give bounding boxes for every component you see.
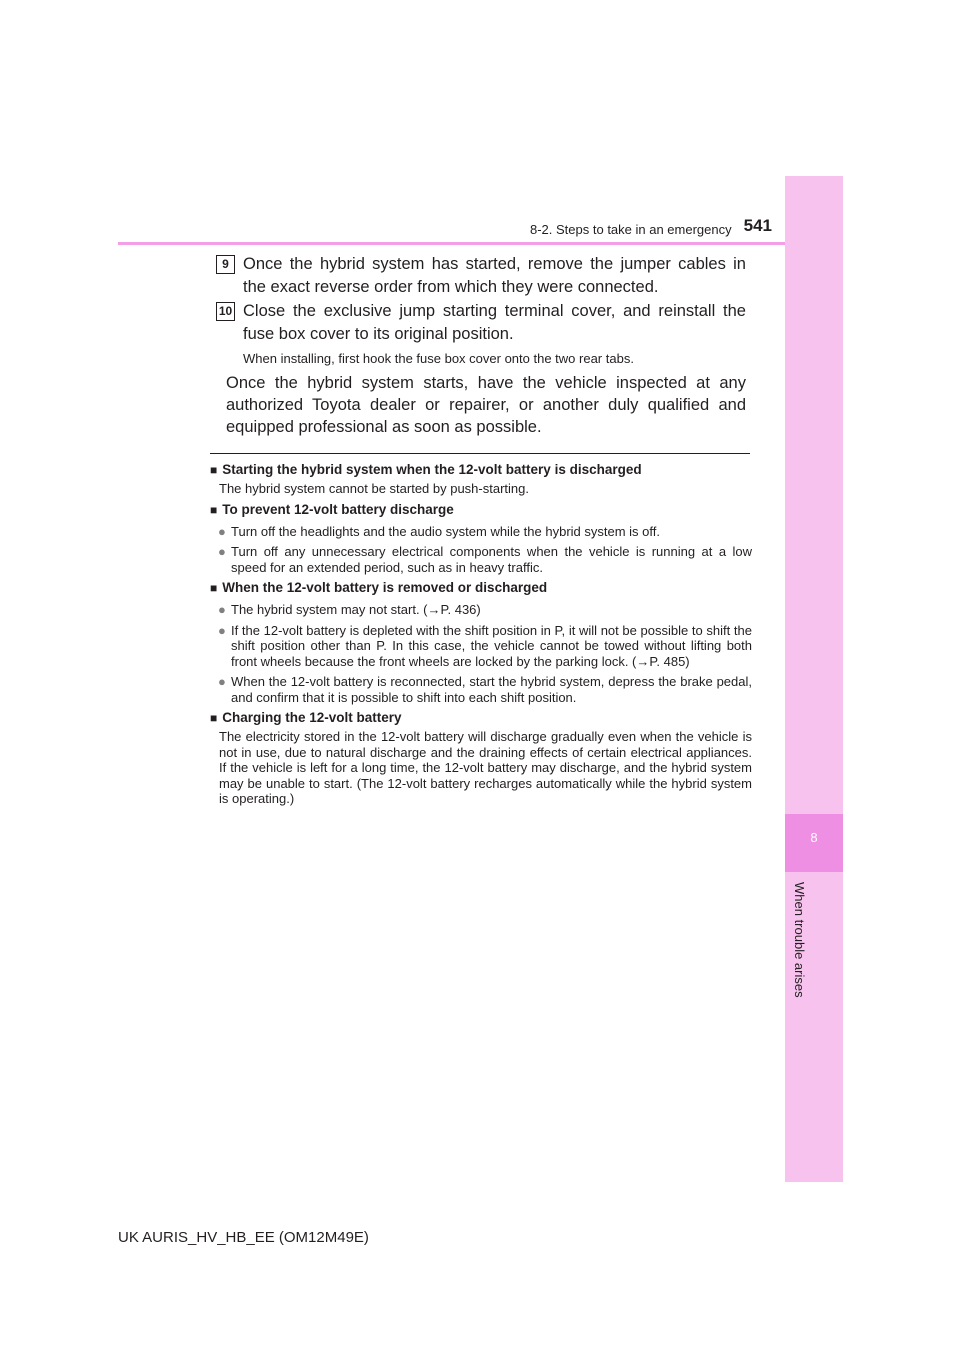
step-text: Once the hybrid system has started, remove the jumper cables in the exact reverse order from which they were connected. [243, 255, 746, 296]
list-item [218, 602, 752, 618]
chapter-number: 8 [810, 830, 818, 845]
info-section [210, 461, 752, 497]
info-heading-text: Charging the 12-volt battery [222, 710, 402, 725]
info-content [210, 458, 752, 807]
info-section [210, 579, 752, 705]
info-text: The electricity stored in the 12-volt battery will discharge gradually even when the vehicle is not in use, due to natural discharge and the draining effects of certain electrical appliances. If the vehicle is left for a long time, the 12-volt battery may discharge, and the hybrid system may be unable to start. (The 12-volt battery recharges automatically while the hybrid system is operating.) [219, 729, 752, 806]
info-text: The hybrid system cannot be started by push-starting. [219, 481, 529, 496]
square-bullet-icon: ■ [210, 711, 218, 725]
circle-bullet-icon: ● [218, 544, 226, 559]
list-item-text: When the 12-volt battery is reconnected, start the hybrid system, depress the brake pedal, and confirm that it is possible to shift into each shift position. [231, 674, 752, 705]
section-title: 8-2. Steps to take in an emergency [530, 222, 732, 237]
info-heading-text: Starting the hybrid system when the 12-volt battery is discharged [222, 462, 642, 477]
circle-bullet-icon: ● [218, 523, 226, 539]
list-item-text: If the 12-volt battery is depleted with the shift position in P, it will not be possible to shift the shift position other than P. In this case, the vehicle cannot be towed without lifting both front wheels because the front wheels are locked by the parking lock. (→P. 485) [231, 622, 752, 669]
list-item-text: Turn off the headlights and the audio system while the hybrid system is off. [231, 523, 660, 539]
info-heading [210, 461, 752, 479]
info-section [210, 709, 752, 807]
square-bullet-icon: ■ [210, 502, 218, 517]
step-9 [216, 253, 746, 299]
section-divider [210, 453, 750, 454]
circle-bullet-icon: ● [218, 674, 226, 689]
info-heading [210, 501, 752, 519]
body-paragraph: Once the hybrid system starts, have the vehicle inspected at any authorized Toyota dealer or repairer, or another duly qualified and equipped professional as soon as possible. [226, 374, 746, 436]
page-number: 541 [743, 216, 772, 235]
circle-bullet-icon: ● [218, 602, 226, 617]
step-number-badge: 10 [216, 302, 235, 321]
info-section [210, 501, 752, 576]
square-bullet-icon: ■ [210, 463, 218, 477]
info-heading-text: To prevent 12-volt battery discharge [222, 501, 454, 517]
list-item [218, 544, 752, 575]
chapter-side-tab [785, 176, 843, 1182]
step-text: Close the exclusive jump starting terminal cover, and reinstall the fuse box cover to its original position. [243, 302, 746, 343]
info-heading [210, 709, 752, 727]
info-heading [210, 579, 752, 597]
document-footer: UK AURIS_HV_HB_EE (OM12M49E) [118, 1229, 369, 1246]
step-note: When installing, first hook the fuse box cover onto the two rear tabs. [243, 351, 634, 366]
list-item [218, 524, 752, 540]
list-item [218, 623, 752, 670]
header-rule [118, 242, 785, 245]
info-heading-text: When the 12-volt battery is removed or discharged [222, 580, 548, 595]
circle-bullet-icon: ● [218, 622, 226, 638]
step-number-badge: 9 [216, 255, 235, 274]
square-bullet-icon: ■ [210, 581, 218, 595]
chapter-label: When trouble arises [792, 882, 807, 998]
list-item-text: Turn off any unnecessary electrical components when the vehicle is running at a low speed for an extended period, such as in heavy traffic. [231, 544, 752, 575]
step-10 [216, 300, 746, 346]
list-item-text: The hybrid system may not start. (→P. 436) [231, 602, 481, 617]
list-item [218, 674, 752, 705]
